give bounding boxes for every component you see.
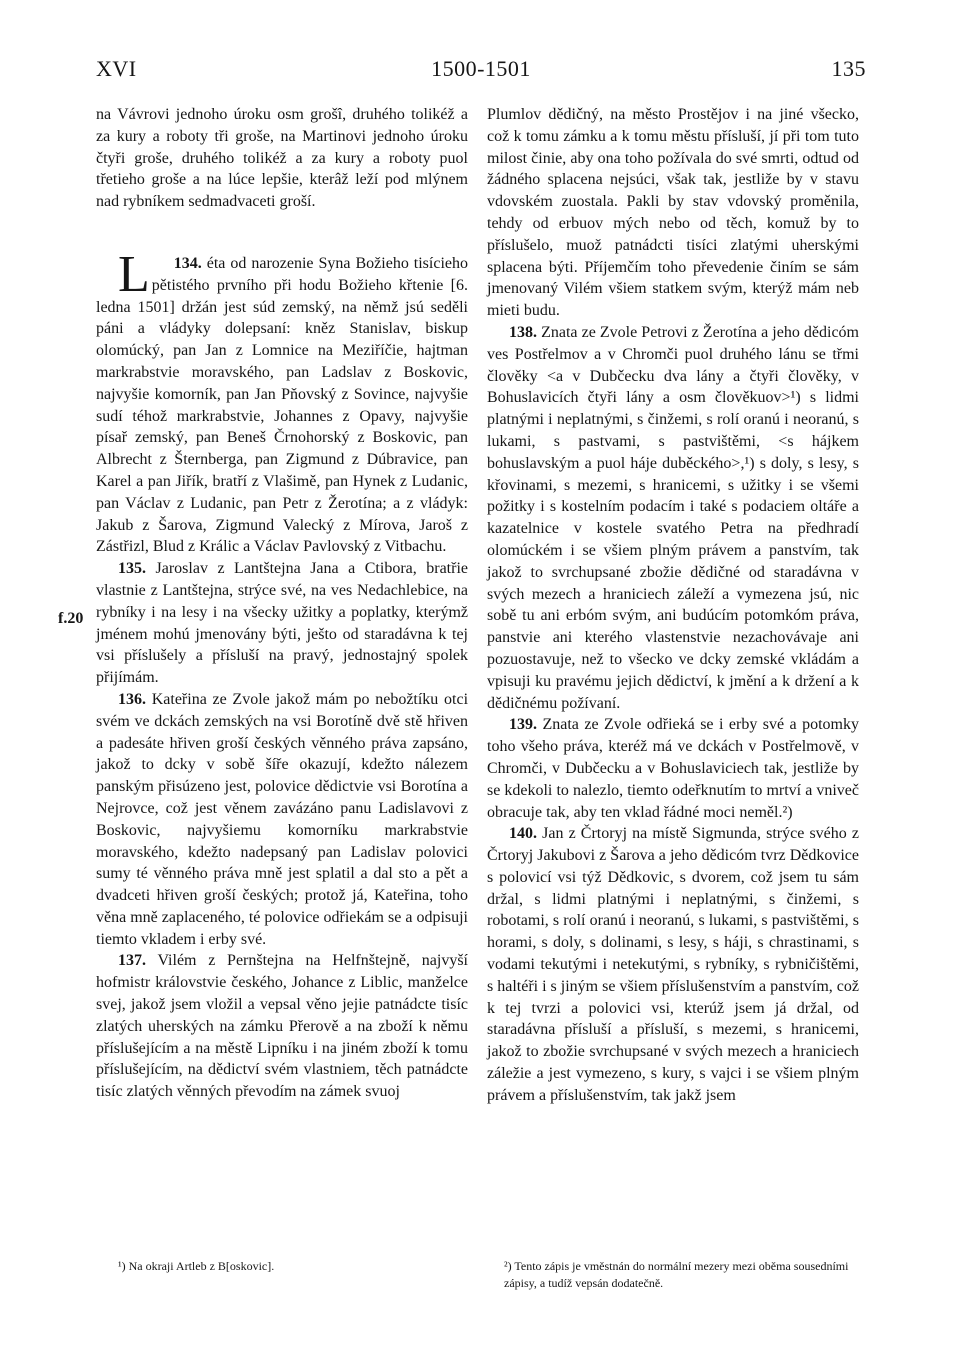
entry-text: Znata ze Zvole odřieká se i erby své a potomky toho všeho práva, kteréž má ve dckách v Postřelmově, v Chromči, v Dubčecku a v Bohuslaviciech tak, jestliže by se kdekoli to nalezlo, tiemto odeřknutím to mrtví a vniveč obracuje tak, aby ten vklad řádné moci neměl.²)	[487, 716, 860, 821]
footnote-1: ¹) Na okraji Artleb z B[oskovic].	[118, 1259, 275, 1273]
entry-number: 136.	[118, 690, 146, 708]
entry-number: 140.	[509, 825, 537, 843]
paragraph-continued: Plumlov dědičný, na město Prostějov i na jiné všecko, což k tomu zámku a k tomu městu přísluší, jí při tom tuto milost činie, aby ona toho požívala do své smrti, odtud od žádného splacena nejsúci, však tak, jestliže by v stavu vdovském zuostala. Pakli by stav vdovský proměnila, tehdy od erbuov mých nebo od těch, komuž by to příslušelo, muož patnádcti tisíci zlatými uherskými splacena býti. Příjemčím toho převedenie činím se sám jmenovaný Vilém všiem statkem svým, kterýž mám neb mieti budu.	[487, 106, 859, 320]
entry-number: 137.	[118, 952, 146, 970]
drop-cap: L	[118, 245, 150, 303]
entry-text: Kateřina ze Zvole jakož mám po nebožtíku otci svém ve dckách zemských na vsi Borotíně dvě stě hřiven a padesáte hřiven groší českých věnného práva zapsáno, jakož to dcky v sobě šíře okazují, kdežto nálezem panským přisúzeno jest, polovice dědictvie vsi Borotína a Nejrovce, což jest věnem zavázáno panu Ladislavovi z Boskovic, najvyšiemu komorníku markrabstvie moravského, kdežto nadepsaný pan Ladislav polovici sumy té věnného práva mně jest splatil a dal sto a pět a dvadceti hřiven groší českých; protož já, Kateřina, toho věna mně zaplaceného, té polovice odřiekám se a odpisuji tiemto vkladem i erby své.	[96, 690, 469, 948]
entry-number: 135.	[118, 560, 146, 578]
paragraph-continued: na Vávrovi jednoho úroku osm grošî, druhého tolikéž a za kury a roboty tři groše, na Martinovi jednoho úroku čtyři groše, druhého tolikéž a za kury a roboty puol třetieho groše a na lúce lepšie, kterâž leží pod mlýnem nad rybníkem sedmadvaceti groší.	[96, 106, 468, 211]
right-column	[487, 104, 859, 1107]
entry-text: Vilém z Pernštejna na Helfnštejně, najvyší hofmistr královstvie českého, Johance z Liblic, manželce svej, jakož jsem vložil a vepsal věno jejie patnádcte tisíc zlatých uherských na zámku Přerově a na zboží k němu příslušejícím a na městě Lipníku i na jiném zboží k tomu příslušejícím, na dědictví svém vlastniem, těch patnádcte tisíc zlatých věnných převodím na zámek svuoj	[96, 952, 468, 1101]
entry-138	[487, 322, 859, 714]
entry-number: 138.	[509, 323, 537, 341]
page-header	[96, 56, 866, 88]
entry-text: Znata ze Zvole Petrovi z Žerotína a jeho dědicóm ves Postřelmov a v Chromči puol druhého lánu se třmi člověky <a v Dubčecku dva lány a čtyři člověky, v Bohuslavicích čtyři lány a osm člověkuov>¹) s lidmi platnými i neplatnými, s činžemi, s rolí oranú i neoranú, s lukami, s pastvami, s pastvištěmi, <s hájkem bohuslavským a puol háje duběckého>,¹) s doly, s lesy, s křovinami, s mezemi, s hranicemi, s užitky i se všemi požitky i s kostelním podacím i také s podaciem oltáře a kazatelnice v kostele svatého Petra na předhradí olomúckém i se všiem plným právem a panstvím, tak jakož to svrchupsané zbožie dědičné od staradávna v svých mezech a hraniciech záleží a vymezena jsú, nic sobě tu ani erbóm svým, ani budúcím potomkóm práva, panstvie ani kterého vlastenstvie nezachovávaje ani pozuostavuje, než to všecko ve dcky zemské vkládám a vpisuji ku pravému jejich dědictví, k jmění a k držení a k dědičnému požívaní.	[487, 323, 860, 712]
entry-number: 134.	[173, 254, 202, 272]
entry-137	[96, 950, 468, 1103]
entry-text: Jan z Črtoryj na místě Sigmunda, strýce svého z Črtoryj Jakubovi z Šarova a jeho dědicóm tvrz Dědkovice s polovicí vsi týž Dědkovic, s dvorem, což jsem tu sám držal, s lidmi platnými i neplatnými, s činžemi, s robotami, s rolí oranú i neoranú, s lukami, s pastvištěmi, s horami, s doly, s dolinami, s lesy, s háji, s chrastinami, s vodami tekutými i netekutými, s rybníky, s rybničištěmi, s haltéři i s jiným se všiem příslušenstvím a panstvím, což k tej tvrzi a polovici vsi, kterúž jsem já držal, od staradávna přísluší a přísluší, s mezemi, s hranicemi, jakož to zbožie svrchupsané v svých mezech a hraniciech záležie a jest vymezeno, s kury, s vajci i se všiem plným právem a příslušenstvím, tak jakž jsem	[487, 825, 860, 1104]
entry-text: Jaroslav z Lantštejna Jana a Ctibora, bratřie vlastnie z Lantštejna, strýce své, na ves Nedachlebice, na rybníky i na lesy i na všecky užitky a poplatky, kterýmž jménem mohú jmenovány býti, ješto od staradávna k tej vsi příslušely a přísluší na pravý, jednostajný spolek přijímám.	[96, 560, 469, 687]
left-column	[96, 104, 468, 1103]
entry-140	[487, 823, 859, 1106]
year-range: 1500-1501	[431, 56, 531, 81]
entry-text: éta od narozenie Syna Božieho tisícieho pětistého prvního při hodu Božieho křtenie [6. ledna 1501] držán jest súd zemský, na němž jsú seděli páni a vládyky dolepsaní: kněz Stanislav, biskup olomúcký, pan Jan z Lomnice na Meziříčie, hajtman markrabstvie moravského, pan Ladslav z Boskovic, najvyšie komorník, pan Jan Pňovský z Sovince, najvyšie sudí téhož markrabstvie, Johannes z Opavy, najvyšie písař zemský, pan Beneš Črnohorský z Boskovic, pan Albrecht z Šternberga, pan Zigmund z Dúbravice, pan Karel a pan Jiřík, bratří z Vlašimě, pan Hynek z Ludanic, pan Václav z Ludanic, pan Petr z Žerotína; a z vládyk: Jakub z Šarova, Zigmund Valecký z Mírova, Jaroš z Zástřizl, Blud z Králic a Václav Pavlovský z Vitbachu.	[96, 254, 469, 556]
footnote-2: ²) Tento zápis je vměstnán do normální mezery mezi oběma sousedními zápisy, a tudíž vepsán dodatečně.	[504, 1259, 849, 1290]
entry-number: 139.	[509, 716, 537, 734]
entry-139	[487, 714, 859, 823]
margin-folio-note: f.20	[58, 610, 84, 627]
volume-number: XVI	[96, 56, 137, 81]
entry-134	[96, 245, 469, 558]
page-number: 135	[831, 56, 866, 81]
entry-135	[96, 558, 468, 689]
entry-136	[96, 689, 468, 951]
